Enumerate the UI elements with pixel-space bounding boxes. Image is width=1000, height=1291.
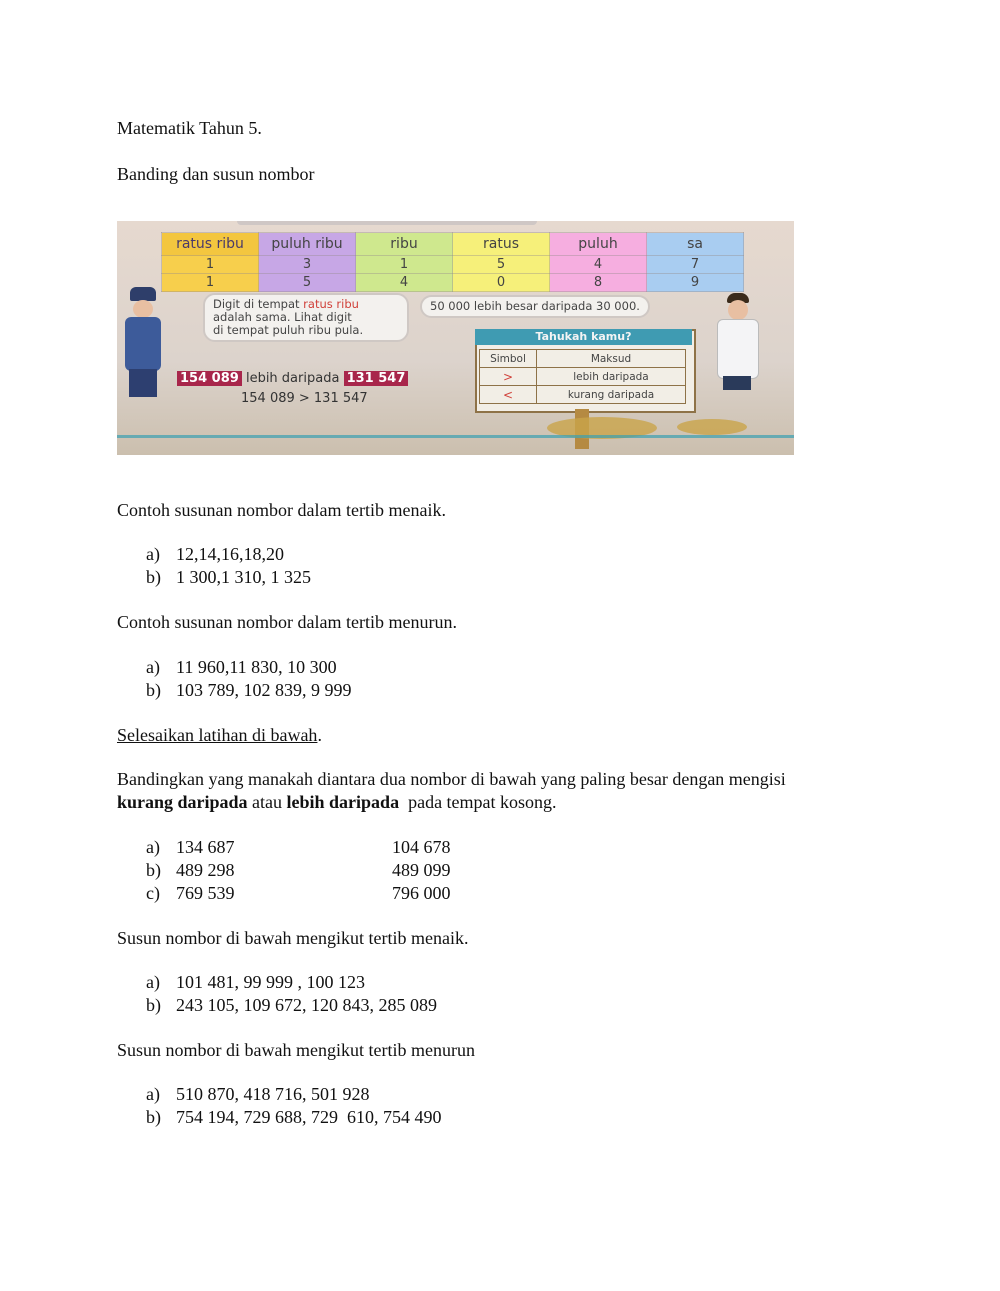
list-marker: a): [146, 544, 160, 564]
compare-instruction-line1: Bandingkan yang manakah diantara dua nombor di bawah yang paling besar dengan mengisi: [117, 769, 786, 789]
connector-text: atau: [247, 792, 287, 812]
asc-example-title: Contoh susunan nombor dalam tertib menaik.: [117, 500, 446, 520]
pv-cell: 1: [162, 274, 259, 292]
sign-title: Tahukah kamu?: [475, 329, 692, 345]
pv-header: puluh: [550, 233, 647, 256]
exercise-heading-text: Selesaikan latihan di bawah: [117, 725, 318, 745]
meaning-cell: kurang daripada: [537, 386, 686, 404]
list-marker: b): [146, 680, 161, 700]
list-marker: a): [146, 837, 160, 857]
list-marker: a): [146, 972, 160, 992]
instruction-tail: pada tempat kosong.: [399, 792, 557, 812]
list-item: [146, 567, 311, 588]
pv-cell: 8: [550, 274, 647, 292]
list-text: 243 105, 109 672, 120 843, 285 089: [176, 995, 437, 1015]
list-text: 754 194, 729 688, 729 610, 754 490: [176, 1107, 442, 1127]
pv-header: ribu: [356, 233, 453, 256]
symbol-table: [479, 349, 686, 404]
exercise-heading-period: .: [317, 725, 322, 745]
pv-header: ratus: [453, 233, 550, 256]
place-value-table: [161, 232, 744, 292]
left-number: 489 298: [176, 860, 235, 880]
compare-instruction-line2: [117, 792, 557, 813]
pv-cell: 7: [647, 256, 744, 274]
page-subtitle: Banding dan susun nombor: [117, 164, 315, 184]
list-item: [146, 544, 284, 565]
right-number: 796 000: [392, 883, 451, 903]
pv-cell: 3: [259, 256, 356, 274]
bubble-text: adalah sama. Lihat digit: [213, 310, 352, 324]
asc-task-title: Susun nombor di bawah mengikut tertib menaik.: [117, 928, 469, 948]
pv-cell: 0: [453, 274, 550, 292]
list-marker: b): [146, 1107, 161, 1127]
pv-cell: 9: [647, 274, 744, 292]
comparison-text: lebih daripada: [245, 371, 340, 386]
bubble-text-highlight: ratus ribu: [303, 297, 359, 311]
floor-line: [117, 435, 794, 438]
right-number: 489 099: [392, 860, 451, 880]
page-title: Matematik Tahun 5.: [117, 118, 262, 138]
list-item: [146, 1107, 442, 1128]
right-number: 104 678: [392, 837, 451, 857]
list-item: [146, 657, 337, 678]
compare-item: [146, 837, 235, 858]
number-tag: 154 089: [177, 371, 242, 386]
pv-cell: 1: [162, 256, 259, 274]
symbol-header: Simbol: [480, 350, 537, 368]
pv-cell: 5: [259, 274, 356, 292]
comparison-line: [177, 371, 408, 386]
list-item: [146, 972, 365, 993]
list-text: 103 789, 102 839, 9 999: [176, 680, 352, 700]
pv-header: sa: [647, 233, 744, 256]
bubble-text: di tempat puluh ribu pula.: [213, 323, 364, 337]
list-text: 510 870, 418 716, 501 928: [176, 1084, 370, 1104]
compare-item: [146, 860, 235, 881]
meaning-cell: lebih daripada: [537, 368, 686, 386]
meaning-header: Maksud: [537, 350, 686, 368]
cropped-header-strip: [237, 221, 537, 225]
pv-cell: 4: [550, 256, 647, 274]
list-item: [146, 1084, 370, 1105]
list-text: 11 960,11 830, 10 300: [176, 657, 337, 677]
list-marker: b): [146, 860, 161, 880]
bold-term: kurang daripada: [117, 792, 248, 812]
bubble-text: Digit di tempat: [213, 297, 300, 311]
symbol-cell: <: [480, 386, 537, 404]
list-marker: b): [146, 995, 161, 1015]
speech-bubble-left: [203, 293, 409, 342]
number-tag: 131 547: [344, 371, 409, 386]
list-item: [146, 995, 437, 1016]
left-number: 769 539: [176, 883, 235, 903]
bold-term: lebih daripada: [286, 792, 400, 812]
list-marker: b): [146, 567, 161, 587]
comparison-symbolic: 154 089 > 131 547: [241, 391, 368, 406]
list-marker: c): [146, 883, 160, 903]
desc-task-title: Susun nombor di bawah mengikut tertib menurun: [117, 1040, 475, 1060]
dirt-mound: [677, 419, 747, 435]
list-text: 12,14,16,18,20: [176, 544, 284, 564]
left-number: 134 687: [176, 837, 235, 857]
pv-cell: 5: [453, 256, 550, 274]
list-marker: a): [146, 657, 160, 677]
info-sign: [475, 329, 692, 409]
list-marker: a): [146, 1084, 160, 1104]
pv-cell: 4: [356, 274, 453, 292]
list-text: 101 481, 99 999 , 100 123: [176, 972, 365, 992]
symbol-cell: >: [480, 368, 537, 386]
exercise-heading: [117, 725, 322, 746]
list-item: [146, 680, 352, 701]
desc-example-title: Contoh susunan nombor dalam tertib menurun.: [117, 612, 457, 632]
list-text: 1 300,1 310, 1 325: [176, 567, 311, 587]
speech-bubble-right: 50 000 lebih besar daripada 30 000.: [420, 295, 650, 318]
pv-header: puluh ribu: [259, 233, 356, 256]
pv-cell: 1: [356, 256, 453, 274]
textbook-image: [117, 221, 794, 455]
compare-item: [146, 883, 235, 904]
pv-header: ratus ribu: [162, 233, 259, 256]
